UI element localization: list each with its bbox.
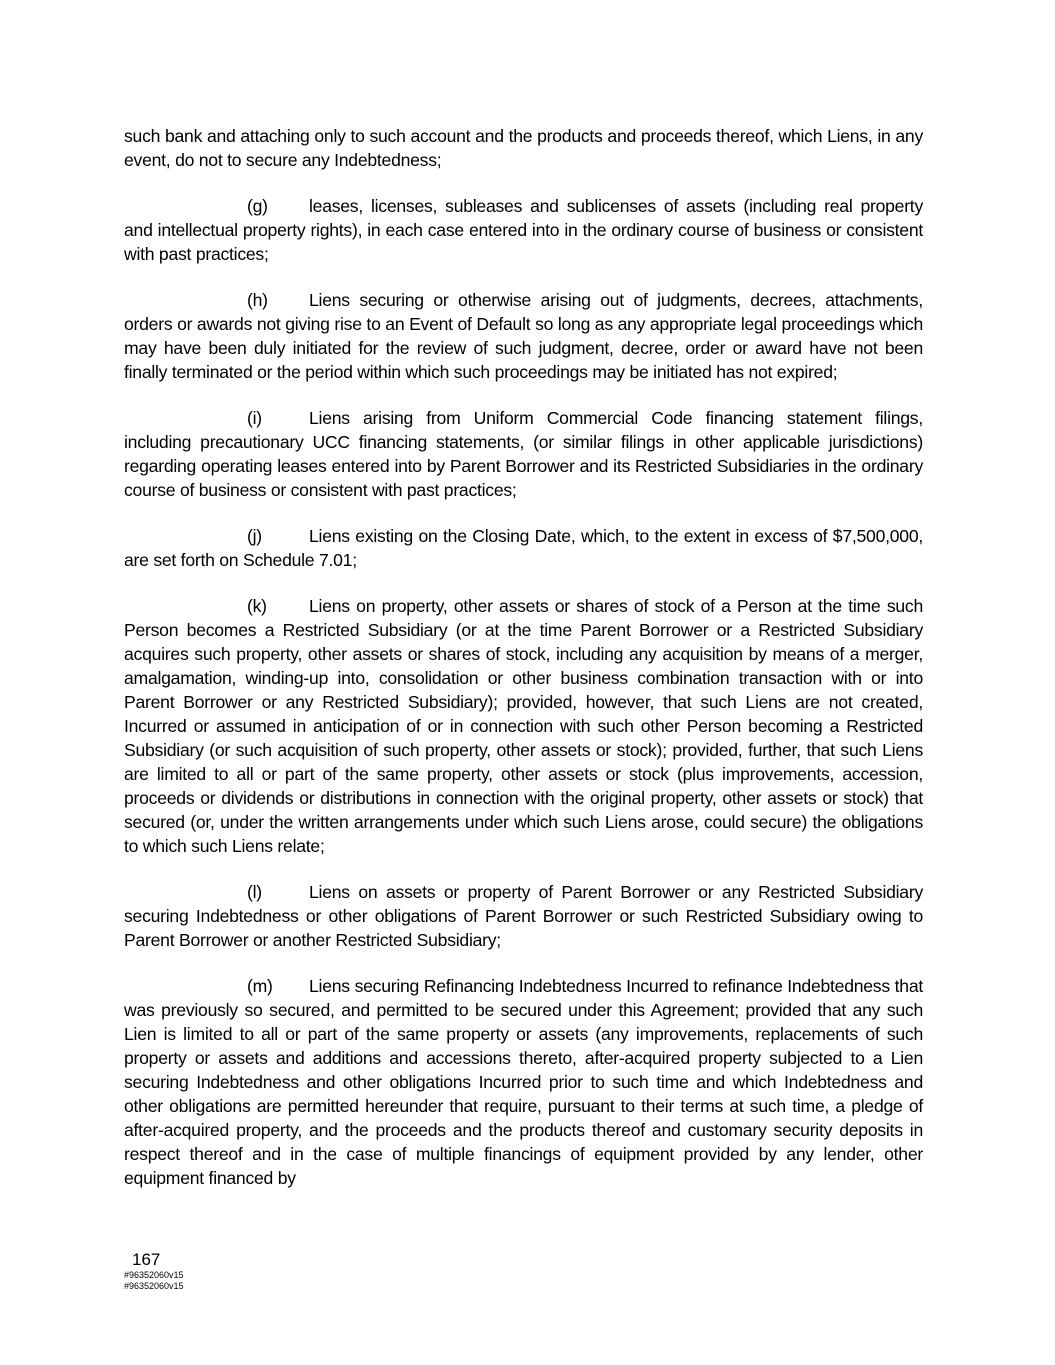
clause-label: (j) [247,526,262,546]
clause-text: Liens securing Refinancing Indebtedness Incurred to refinance Indebtedness that was previously so secured, and permitted to be secured under this Agreement; provided that any such Lien is limited to all or part of the same property or assets (any improvements, replacements of such property or assets and additions and accessions thereto, after-acquired property subjected to a Lien securing Indebtedness and other obligations Incurred prior to such time and which Indebtedness and other obligations are permitted hereunder that require, pursuant to their terms at such time, a pledge of after-acquired property, and the proceeds and the products thereof and customary security deposits in respect thereof and in the case of multiple financings of equipment provided by any lender, other equipment financed by [124,976,923,1188]
clause-l [124,880,923,952]
page-number: 167 [132,1250,161,1269]
clause-text: Liens arising from Uniform Commercial Code financing statement filings, including precautionary UCC financing statements, (or similar filings in other applicable jurisdictions) regarding operating leases entered into by Parent Borrower and its Restricted Subsidiaries in the ordinary course of business or consistent with past practices; [124,408,923,500]
clause-label: (l) [247,882,262,902]
clause-j [124,524,923,572]
clause-text: Liens on property, other assets or shares of stock of a Person at the time such Person becomes a Restricted Subsidiary (or at the time Parent Borrower or a Restricted Subsidiary acquires such property, other assets or shares of stock, including any acquisition by means of a merger, amalgamation, winding-up into, consolidation or other business combination transaction with or into Parent Borrower or any Restricted Subsidiary); provided, however, that such Liens are not created, Incurred or assumed in anticipation of or in connection with such other Person becoming a Restricted Subsidiary (or such acquisition of such property, other assets or stock); provided, further, that such Liens are limited to all or part of the same property, other assets or stock (plus improvements, accession, proceeds or dividends or distributions in connection with the original property, other assets or stock) that secured (or, under the written arrangements under which such Liens arose, could secure) the obligations to which such Liens relate; [124,596,923,856]
clause-label: (k) [247,596,267,616]
clause-k [124,594,923,858]
intro-paragraph: such bank and attaching only to such account and the products and proceeds thereof, which Liens, in any event, do not to secure any Indebtedness; [124,126,923,170]
clause-text: leases, licenses, subleases and sublicenses of assets (including real property and intellectual property rights), in each case entered into in the ordinary course of business or consistent with past practices; [124,196,923,264]
clause-m [124,974,923,1190]
document-id-duplicate: #96352060v15 [124,1281,184,1291]
clause-label: (m) [247,976,273,996]
clause-label: (i) [247,408,262,428]
page-footer [124,1250,184,1292]
clause-g [124,194,923,266]
document-body [124,124,923,1212]
clause-i [124,406,923,502]
clause-label: (g) [247,196,268,216]
clause-text: Liens on assets or property of Parent Borrower or any Restricted Subsidiary securing Indebtedness or other obligations of Parent Borrower or such Restricted Subsidiary owing to Parent Borrower or another Restricted Subsidiary; [124,882,923,950]
document-id: #96352060v15 [124,1270,184,1280]
clause-h [124,288,923,384]
clause-text: Liens existing on the Closing Date, which, to the extent in excess of $7,500,000, are set forth on Schedule 7.01; [124,526,923,570]
clause-label: (h) [247,290,268,310]
clause-text: Liens securing or otherwise arising out of judgments, decrees, attachments, orders or awards not giving rise to an Event of Default so long as any appropriate legal proceedings which may have been duly initiated for the review of such judgment, decree, order or award have not been finally terminated or the period within which such proceedings may be initiated has not expired; [124,290,923,382]
